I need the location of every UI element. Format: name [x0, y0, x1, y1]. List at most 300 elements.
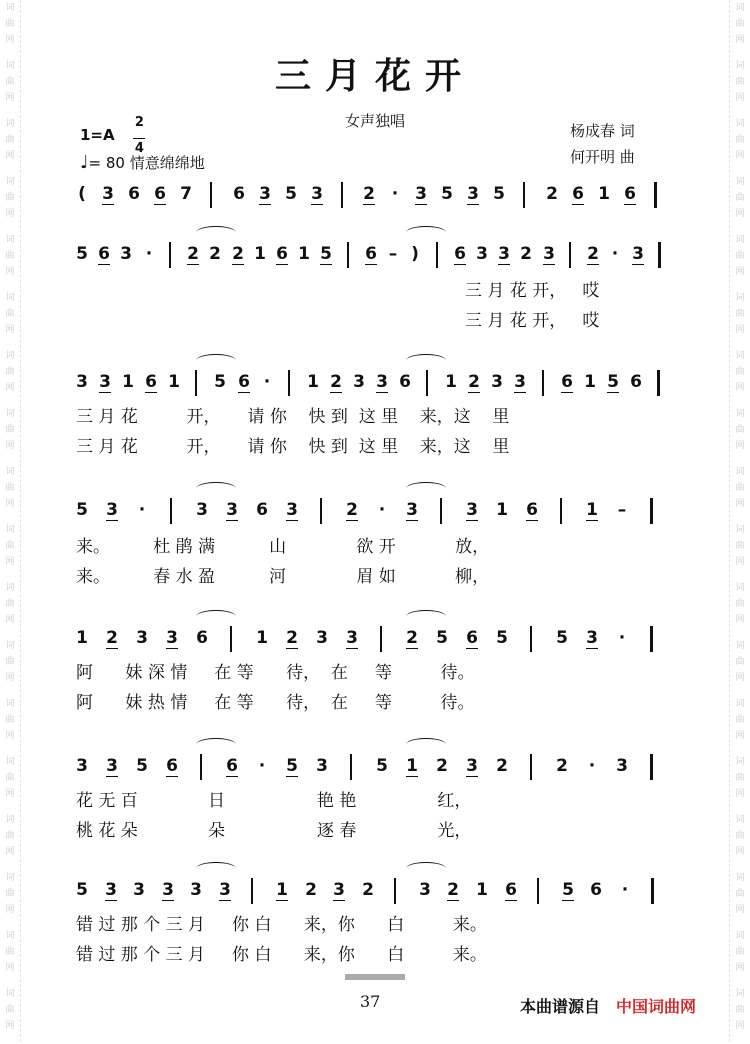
- watermark-char: 词: [5, 3, 15, 13]
- note: 3: [466, 500, 478, 520]
- lyric-line: 错 过 那 个 三 月 你 白 来，你 白 来。: [76, 945, 487, 965]
- note: ·: [621, 880, 629, 900]
- note: 3: [476, 244, 488, 264]
- watermark-char: 曲: [735, 1005, 745, 1015]
- note: 2: [106, 628, 118, 648]
- note: 3: [226, 500, 238, 520]
- note: 6: [505, 880, 517, 900]
- note: 6: [226, 756, 238, 776]
- note: 6: [145, 372, 157, 392]
- watermark-char: 词: [735, 351, 745, 361]
- watermark-char: 曲: [5, 657, 15, 667]
- watermark-char: 词: [735, 3, 745, 13]
- watermark-char: 曲: [735, 367, 745, 377]
- note: ·: [258, 756, 266, 776]
- watermark-char: 曲: [5, 309, 15, 319]
- note: 2: [232, 244, 244, 264]
- note: 1: [76, 628, 88, 648]
- slur-mark: [406, 482, 446, 495]
- footer-divider: [345, 974, 405, 980]
- watermark-char: 网: [735, 615, 745, 625]
- slur-mark: [196, 738, 236, 751]
- watermark-char: 曲: [5, 135, 15, 145]
- bar-line: [210, 182, 212, 208]
- bar-line: [537, 878, 539, 904]
- watermark-char: 网: [735, 35, 745, 45]
- bar-line: [380, 626, 382, 652]
- note: 3: [491, 372, 503, 392]
- watermark-char: 网: [735, 963, 745, 973]
- watermark-char: 词: [5, 873, 15, 883]
- bar-line: [394, 878, 396, 904]
- bar-line: [170, 498, 172, 524]
- watermark-char: 曲: [5, 19, 15, 29]
- watermark-char: 词: [5, 119, 15, 129]
- lyric-line: 错 过 那 个 三 月 你 白 来，你 白 来。: [76, 915, 487, 935]
- watermark-char: 词: [5, 815, 15, 825]
- note: 3: [376, 372, 388, 392]
- note: 5: [214, 372, 226, 392]
- lyric-line: 来。 杜 鹃 满 山 欲 开 放，: [76, 537, 490, 557]
- watermark-char: 词: [5, 293, 15, 303]
- watermark-char: 网: [5, 35, 15, 45]
- watermark-char: 词: [735, 873, 745, 883]
- note: 3: [467, 184, 479, 204]
- source-label: 本曲谱源自: [520, 997, 601, 1016]
- watermark-char: 网: [5, 93, 15, 103]
- watermark-char: 词: [5, 989, 15, 999]
- bar-line: [569, 242, 571, 268]
- note: 6: [454, 244, 466, 264]
- watermark-char: 曲: [735, 541, 745, 551]
- note: 3: [353, 372, 365, 392]
- watermark-char: 词: [735, 815, 745, 825]
- score-line: [76, 624, 686, 656]
- watermark-char: 曲: [5, 1005, 15, 1015]
- lyric-line: 三 月 花 开， 请 你 快 到 这 里 来，这 里: [76, 437, 510, 457]
- note: 3: [219, 880, 231, 900]
- note: 3: [105, 880, 117, 900]
- watermark-char: 网: [5, 499, 15, 509]
- note: 3: [162, 880, 174, 900]
- slur-mark: [406, 354, 446, 367]
- watermark-char: 曲: [5, 947, 15, 957]
- note: 5: [496, 628, 508, 648]
- watermark-char: 词: [735, 641, 745, 651]
- slur-mark: [406, 226, 446, 239]
- lyric-line: 阿 妹 热 情 在 等 待， 在 等 待。: [76, 693, 475, 713]
- watermark-char: 曲: [735, 425, 745, 435]
- watermark-char: 曲: [735, 135, 745, 145]
- watermark-char: 网: [5, 789, 15, 799]
- bar-line: [200, 754, 202, 780]
- watermark-char: 网: [735, 325, 745, 335]
- page-number: 37: [360, 992, 381, 1011]
- watermark-char: 网: [5, 673, 15, 683]
- note: 3: [415, 184, 427, 204]
- watermark-char: 网: [5, 1021, 15, 1031]
- watermark-char: 曲: [5, 599, 15, 609]
- bar-line: [347, 242, 349, 268]
- tempo-text: = 80 情意绵绵地: [88, 154, 205, 172]
- note: 3: [76, 372, 88, 392]
- note: 5: [493, 184, 505, 204]
- bar-line: [195, 370, 197, 396]
- song-title: 三月花开: [274, 56, 475, 97]
- slur-mark: [196, 226, 236, 239]
- note: 1: [586, 500, 598, 520]
- watermark-char: 词: [5, 467, 15, 477]
- bar-line: [440, 498, 442, 524]
- watermark-char: 词: [735, 525, 745, 535]
- watermark-char: 曲: [5, 251, 15, 261]
- watermark-char: 网: [5, 905, 15, 915]
- bar-line: [320, 498, 322, 524]
- note: 3: [106, 756, 118, 776]
- watermark-char: 曲: [5, 541, 15, 551]
- watermark-char: 曲: [735, 715, 745, 725]
- note: 6: [526, 500, 538, 520]
- note: 2: [406, 628, 418, 648]
- watermark-char: 网: [735, 847, 745, 857]
- watermark-char: 曲: [5, 773, 15, 783]
- watermark-char: 网: [5, 731, 15, 741]
- note: 3: [316, 628, 328, 648]
- subtitle: 女声独唱: [345, 112, 406, 130]
- note: 3: [286, 500, 298, 520]
- note: 3: [136, 628, 148, 648]
- note: 3: [106, 500, 118, 520]
- watermark-char: 曲: [735, 309, 745, 319]
- lyricist-credit: 杨成春 词: [570, 122, 635, 140]
- lyric-line: 阿 妹 深 情 在 等 待， 在 等 待。: [76, 663, 475, 683]
- watermark-char: 曲: [735, 657, 745, 667]
- note: 6: [590, 880, 602, 900]
- lyric-line: 三 月 花 开， 哎: [465, 281, 600, 301]
- bar-line: [650, 498, 653, 524]
- note: 2: [330, 372, 342, 392]
- note: 6: [365, 244, 377, 264]
- watermark-char: 词: [735, 235, 745, 245]
- slur-mark: [196, 354, 236, 367]
- note: 5: [286, 756, 298, 776]
- watermark-char: 曲: [735, 19, 745, 29]
- note: 3: [632, 244, 644, 264]
- note: 5: [376, 756, 388, 776]
- slur-mark: [406, 862, 446, 875]
- note: 1: [276, 880, 288, 900]
- watermark-char: 网: [5, 209, 15, 219]
- note: 2: [286, 628, 298, 648]
- watermark-char: 词: [735, 119, 745, 129]
- source-credit: [520, 994, 696, 1017]
- note: 5: [436, 628, 448, 648]
- note: 3: [586, 628, 598, 648]
- note: 6: [98, 244, 110, 264]
- slur-mark: [196, 862, 236, 875]
- key-text: 1=A: [80, 126, 115, 144]
- watermark-char: 词: [5, 757, 15, 767]
- watermark-char: 词: [735, 583, 745, 593]
- score-line: [76, 752, 686, 784]
- watermark-char: 词: [735, 989, 745, 999]
- lyric-line: 来。 春 水 盈 河 眉 如 柳，: [76, 567, 490, 587]
- bar-line: [530, 626, 532, 652]
- note: ·: [588, 756, 596, 776]
- bar-line: [560, 498, 562, 524]
- note: 1: [256, 628, 268, 648]
- note: 5: [76, 500, 88, 520]
- watermark-char: 词: [5, 61, 15, 71]
- note: 2: [209, 244, 221, 264]
- lyric-line: 三 月 花 开， 请 你 快 到 这 里 来，这 里: [76, 407, 510, 427]
- note: ·: [145, 244, 153, 264]
- note: 3: [333, 880, 345, 900]
- bar-line: [251, 878, 253, 904]
- slur-mark: [406, 738, 446, 751]
- note: 5: [76, 244, 88, 264]
- watermark-char: 词: [735, 757, 745, 767]
- lyric-line: 桃 花 朵 朵 逐 春 光，: [76, 821, 472, 841]
- note: 2: [305, 880, 317, 900]
- note: –: [617, 500, 627, 520]
- watermark-char: 网: [735, 499, 745, 509]
- note: 1: [584, 372, 596, 392]
- note: 3: [466, 756, 478, 776]
- note: 6: [256, 500, 268, 520]
- note: ·: [391, 184, 399, 204]
- note: 2: [468, 372, 480, 392]
- watermark-char: 曲: [5, 425, 15, 435]
- note: 2: [520, 244, 532, 264]
- watermark-char: 网: [5, 441, 15, 451]
- bar-line: [542, 370, 544, 396]
- watermark-char: 词: [735, 293, 745, 303]
- note: 2: [436, 756, 448, 776]
- watermark-char: 网: [735, 673, 745, 683]
- source-site: 中国词曲网: [616, 997, 697, 1016]
- bar-line: [658, 242, 661, 268]
- note: 3: [406, 500, 418, 520]
- time-sig-top: 2: [134, 115, 144, 130]
- note: ): [411, 244, 419, 264]
- note: 6: [238, 372, 250, 392]
- note: 6: [399, 372, 411, 392]
- note: 1: [307, 372, 319, 392]
- bar-line: [436, 242, 438, 268]
- bar-line: [654, 182, 657, 208]
- note: 1: [496, 500, 508, 520]
- watermark-char: 词: [735, 177, 745, 187]
- note: ·: [263, 372, 271, 392]
- tempo-mark: [80, 152, 205, 173]
- note: 2: [346, 500, 358, 520]
- watermark-char: 曲: [5, 831, 15, 841]
- watermark-char: 网: [5, 383, 15, 393]
- watermark-char: 曲: [735, 599, 745, 609]
- score-line: [76, 368, 686, 400]
- note: 1: [476, 880, 488, 900]
- watermark-char: 词: [735, 699, 745, 709]
- note: 5: [285, 184, 297, 204]
- note: 3: [514, 372, 526, 392]
- quarter-note-icon: ♩: [80, 152, 89, 173]
- bar-line: [651, 878, 654, 904]
- note: 5: [441, 184, 453, 204]
- bar-line: [230, 626, 232, 652]
- watermark-char: 网: [735, 209, 745, 219]
- watermark-char: 网: [735, 557, 745, 567]
- watermark-char: 曲: [735, 483, 745, 493]
- note: 6: [276, 244, 288, 264]
- watermark-char: 网: [735, 267, 745, 277]
- note: 2: [587, 244, 599, 264]
- watermark-char: 曲: [735, 889, 745, 899]
- slur-mark: [406, 610, 446, 623]
- note: ·: [618, 628, 626, 648]
- note: 3: [99, 372, 111, 392]
- note: 1: [122, 372, 134, 392]
- watermark-char: 曲: [5, 715, 15, 725]
- note: 3: [346, 628, 358, 648]
- watermark-char: 网: [5, 963, 15, 973]
- composer-credit: 何开明 曲: [570, 148, 635, 166]
- note: 6: [196, 628, 208, 648]
- watermark-char: 词: [5, 699, 15, 709]
- bar-line: [650, 754, 653, 780]
- note: 6: [154, 184, 166, 204]
- note: 6: [128, 184, 140, 204]
- note: 2: [546, 184, 558, 204]
- note: ·: [138, 500, 146, 520]
- watermark-char: 网: [5, 151, 15, 161]
- note: ·: [378, 500, 386, 520]
- note: 3: [196, 500, 208, 520]
- note: 5: [556, 628, 568, 648]
- left-watermark-strip: [0, 0, 21, 1042]
- right-watermark-strip: [729, 0, 750, 1042]
- note: 2: [363, 184, 375, 204]
- note: 3: [190, 880, 202, 900]
- note: 1: [254, 244, 266, 264]
- watermark-char: 词: [5, 525, 15, 535]
- watermark-char: 网: [5, 847, 15, 857]
- watermark-char: 词: [5, 177, 15, 187]
- note: 5: [136, 756, 148, 776]
- watermark-char: 词: [5, 409, 15, 419]
- note: 7: [180, 184, 192, 204]
- note: 1: [168, 372, 180, 392]
- watermark-char: 词: [735, 467, 745, 477]
- bar-line: [341, 182, 343, 208]
- note: 5: [562, 880, 574, 900]
- watermark-char: 词: [735, 931, 745, 941]
- note: 3: [166, 628, 178, 648]
- note: ·: [611, 244, 619, 264]
- note: 1: [406, 756, 418, 776]
- watermark-char: 词: [5, 641, 15, 651]
- note: 3: [76, 756, 88, 776]
- note: 2: [496, 756, 508, 776]
- watermark-char: 网: [735, 383, 745, 393]
- note: 6: [572, 184, 584, 204]
- note: 1: [445, 372, 457, 392]
- watermark-char: 词: [5, 583, 15, 593]
- note: 3: [120, 244, 132, 264]
- watermark-char: 曲: [5, 889, 15, 899]
- bar-line: [350, 754, 352, 780]
- watermark-char: 网: [735, 441, 745, 451]
- note: 6: [624, 184, 636, 204]
- note: 5: [76, 880, 88, 900]
- watermark-char: 网: [5, 557, 15, 567]
- watermark-char: 网: [735, 905, 745, 915]
- watermark-char: 曲: [5, 193, 15, 203]
- note: 3: [259, 184, 271, 204]
- note: 3: [316, 756, 328, 776]
- note: 3: [311, 184, 323, 204]
- watermark-char: 词: [5, 351, 15, 361]
- watermark-char: 网: [735, 1021, 745, 1031]
- watermark-char: 网: [735, 151, 745, 161]
- note: 1: [298, 244, 310, 264]
- score-line: [76, 496, 686, 528]
- bar-line: [169, 242, 171, 268]
- slur-mark: [196, 610, 236, 623]
- bar-line: [530, 754, 532, 780]
- watermark-char: 词: [735, 409, 745, 419]
- watermark-char: 曲: [735, 193, 745, 203]
- watermark-char: 曲: [5, 77, 15, 87]
- score-line: [76, 240, 686, 272]
- note: 3: [419, 880, 431, 900]
- watermark-char: 网: [735, 731, 745, 741]
- bar-line: [288, 370, 290, 396]
- watermark-char: 词: [5, 235, 15, 245]
- score-line: [76, 876, 686, 908]
- watermark-char: 曲: [5, 367, 15, 377]
- note: 6: [166, 756, 178, 776]
- note: 6: [233, 184, 245, 204]
- score-line: [76, 180, 686, 212]
- note: (: [78, 184, 86, 204]
- lyric-line: 花 无 百 日 艳 艳 红，: [76, 791, 472, 811]
- note: 3: [498, 244, 510, 264]
- note: 5: [320, 244, 332, 264]
- watermark-char: 词: [735, 61, 745, 71]
- watermark-char: 曲: [735, 251, 745, 261]
- watermark-char: 曲: [735, 77, 745, 87]
- bar-line: [650, 626, 653, 652]
- watermark-char: 网: [5, 267, 15, 277]
- watermark-char: 网: [5, 615, 15, 625]
- lyric-line: 三 月 花 开， 哎: [465, 311, 600, 331]
- watermark-char: 网: [5, 325, 15, 335]
- note: 3: [616, 756, 628, 776]
- key-signature: [80, 116, 145, 155]
- note: 2: [187, 244, 199, 264]
- note: 3: [102, 184, 114, 204]
- note: 6: [466, 628, 478, 648]
- note: 2: [362, 880, 374, 900]
- bar-line: [657, 370, 660, 396]
- watermark-char: 曲: [735, 947, 745, 957]
- watermark-char: 曲: [5, 483, 15, 493]
- note: 3: [133, 880, 145, 900]
- bar-line: [426, 370, 428, 396]
- note: 2: [556, 756, 568, 776]
- note: 5: [607, 372, 619, 392]
